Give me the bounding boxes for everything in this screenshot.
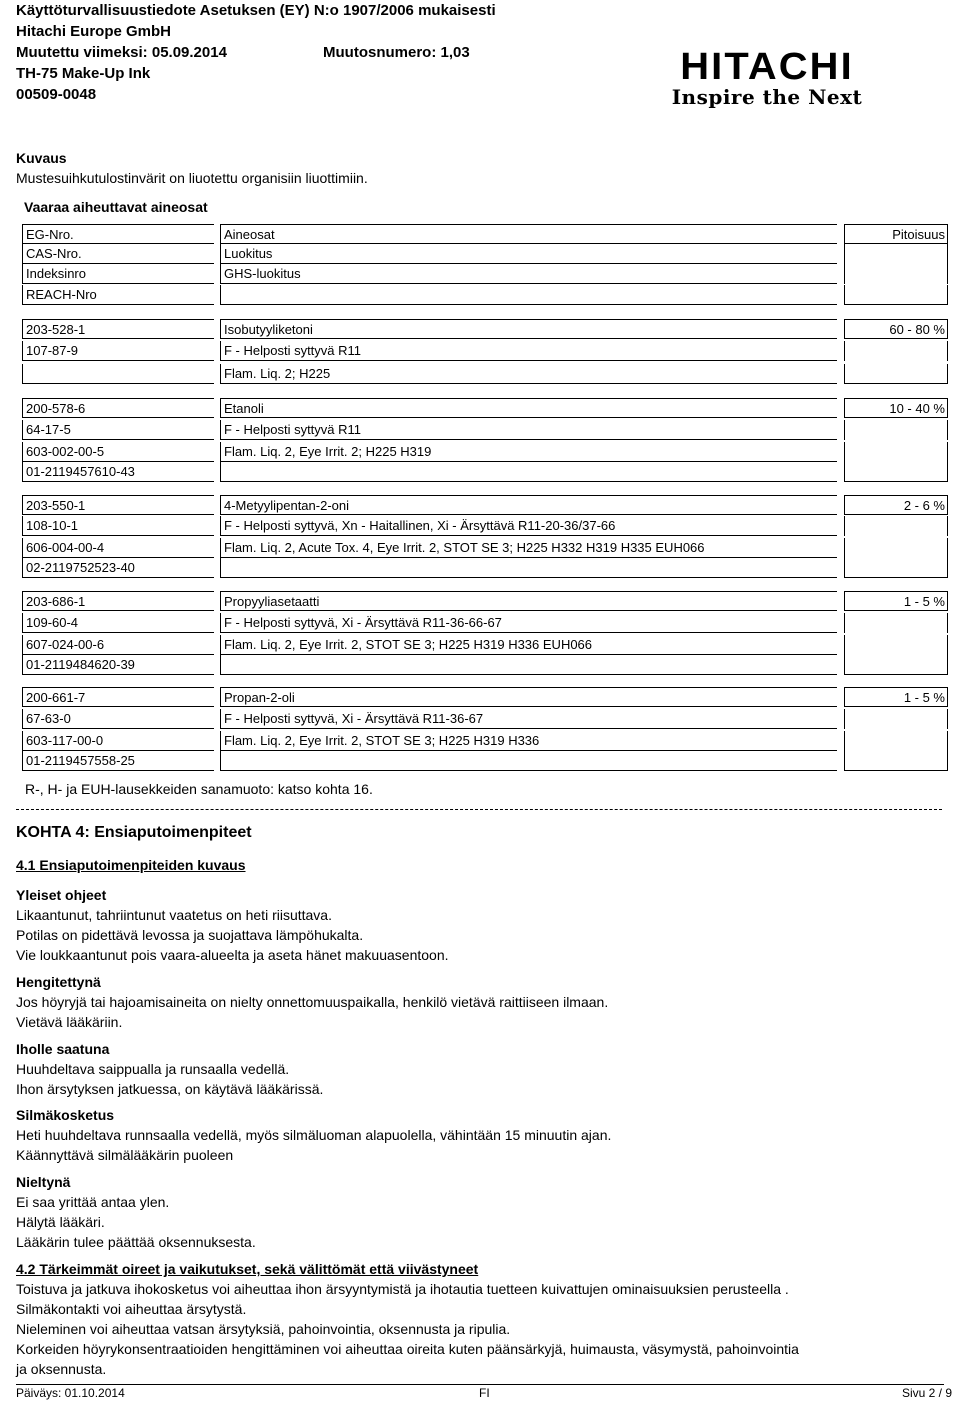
reach-number: 01-2119457558-25 bbox=[22, 751, 214, 771]
modified-date: Muutettu viimeksi: 05.09.2014 bbox=[16, 44, 227, 61]
description-text: Mustesuihkutulostinvärit on liuotettu organisiin liuottimiin. bbox=[16, 170, 368, 186]
symptoms-line: Toistuva ja jatkuva ihokosketus voi aiheuttaa ihon ärsyyntymistä ja ihotautia tuetteen kuivattujen ominaisuuksien perusteella . bbox=[16, 1281, 789, 1297]
table-row bbox=[22, 462, 948, 482]
table-header-row bbox=[22, 224, 948, 244]
classification: F - Helposti syttyvä, Xi - Ärsyttävä R11-36-67 bbox=[220, 709, 837, 729]
symptoms-line: ja oksennusta. bbox=[16, 1361, 107, 1377]
subsection-4-2-title bbox=[16, 1259, 478, 1279]
table-row bbox=[22, 442, 948, 462]
header-index-number: Indeksinro bbox=[22, 264, 214, 284]
footer-language: FI bbox=[479, 1386, 490, 1400]
footer-rule bbox=[16, 1384, 944, 1385]
reach-number: 01-2119457610-43 bbox=[22, 462, 214, 482]
table-row bbox=[22, 495, 948, 515]
logo-brand: HITACHI bbox=[680, 46, 854, 88]
table-row bbox=[22, 398, 948, 418]
footer-page-number: Sivu 2 / 9 bbox=[901, 1386, 952, 1400]
document-header bbox=[16, 0, 496, 105]
eye-contact-title: Silmäkosketus bbox=[16, 1107, 115, 1123]
header-empty bbox=[220, 285, 837, 305]
ec-number: 203-550-1 bbox=[22, 495, 214, 515]
cas-number: 64-17-5 bbox=[22, 420, 214, 440]
classification: F - Helposti syttyvä, Xi - Ärsyttävä R11-36-66-67 bbox=[220, 613, 837, 633]
concentration: 10 - 40 % bbox=[844, 398, 948, 418]
subsection-4-1-text: 4.1 Ensiaputoimenpiteiden kuvaus bbox=[16, 857, 246, 873]
section4-title: KOHTA 4: Ensiaputoimenpiteet bbox=[16, 824, 252, 841]
ghs-classification: Flam. Liq. 2, Acute Tox. 4, Eye Irrit. 2, STOT SE 3; H225 H332 H319 H335 EUH066 bbox=[220, 538, 837, 558]
table-row bbox=[22, 538, 948, 558]
table-header-row bbox=[22, 244, 948, 264]
cas-number: 107-87-9 bbox=[22, 341, 214, 361]
table-row bbox=[22, 341, 948, 361]
general-instructions-title: Yleiset ohjeet bbox=[16, 887, 107, 903]
eye-contact-line: Heti huuhdeltava runnsaalla vedellä, myös silmäluoman alapuolella, vähintään 15 minuutin ajan. bbox=[16, 1127, 612, 1143]
symptoms-line: Silmäkontakti voi aiheuttaa ärsytystä. bbox=[16, 1301, 247, 1317]
cas-number: 67-63-0 bbox=[22, 709, 214, 729]
index-number: 603-002-00-5 bbox=[22, 442, 214, 462]
table-row bbox=[22, 635, 948, 655]
hitachi-logo bbox=[662, 48, 872, 108]
table-row bbox=[22, 364, 948, 384]
header-ec-number: EG-Nro. bbox=[22, 224, 214, 244]
symptoms-line: Korkeiden höyrykonsentraatioiden hengittäminen voi aiheuttaa oireita kuten päänsärkyjä, huimausta, väsymystä, pahoinvointia bbox=[16, 1341, 799, 1357]
table-row bbox=[22, 591, 948, 611]
table-row bbox=[22, 731, 948, 751]
table-row bbox=[22, 709, 948, 729]
table-row bbox=[22, 655, 948, 675]
header-concentration-cont bbox=[844, 244, 948, 264]
index-number: 606-004-00-4 bbox=[22, 538, 214, 558]
classification: F - Helposti syttyvä, Xn - Haitallinen, Xi - Ärsyttävä R11-20-36/37-66 bbox=[220, 516, 837, 536]
header-concentration-cont bbox=[844, 285, 948, 305]
sds-regulation-title: Käyttöturvallisuustiedote Asetuksen (EY) N:o 1907/2006 mukaisesti bbox=[16, 2, 496, 19]
ghs-classification: Flam. Liq. 2, Eye Irrit. 2, STOT SE 3; H225 H319 H336 EUH066 bbox=[220, 635, 837, 655]
hazardous-components-title: Vaaraa aiheuttavat aineosat bbox=[24, 199, 208, 215]
company-name: Hitachi Europe GmbH bbox=[16, 23, 172, 40]
description-title: Kuvaus bbox=[16, 150, 67, 166]
product-code: 00509-0048 bbox=[16, 86, 97, 103]
table-row bbox=[22, 613, 948, 633]
ghs-classification: Flam. Liq. 2; H225 bbox=[220, 364, 837, 384]
cas-number: 108-10-1 bbox=[22, 516, 214, 536]
classification: F - Helposti syttyvä R11 bbox=[220, 341, 837, 361]
substance-name: Etanoli bbox=[220, 398, 837, 418]
table-row bbox=[22, 420, 948, 440]
inhalation-title: Hengitettynä bbox=[16, 974, 101, 990]
general-line: Vie loukkaantunut pois vaara-alueelta ja aseta hänet makuuasentoon. bbox=[16, 947, 449, 963]
substance-name: Propan-2-oli bbox=[220, 687, 837, 707]
subsection-4-2-text: 4.2 Tärkeimmät oireet ja vaikutukset, sekä välittömät että viivästyneet bbox=[16, 1261, 479, 1277]
table-header-row bbox=[22, 285, 948, 305]
general-line: Potilas on pidettävä levossa ja suojattava lämpöhukalta. bbox=[16, 927, 364, 943]
substance-name: Propyyliasetaatti bbox=[220, 591, 837, 611]
header-cas-number: CAS-Nro. bbox=[22, 244, 214, 264]
eye-contact-line: Käännyttävä silmälääkärin puoleen bbox=[16, 1147, 234, 1163]
index-number bbox=[22, 364, 214, 384]
header-classification: Luokitus bbox=[220, 244, 837, 264]
concentration: 1 - 5 % bbox=[844, 687, 948, 707]
ingestion-title: Nieltynä bbox=[16, 1174, 71, 1190]
header-concentration-cont bbox=[844, 264, 948, 284]
index-number: 603-117-00-0 bbox=[22, 731, 214, 751]
ingestion-line: Ei saa yrittää antaa ylen. bbox=[16, 1194, 170, 1210]
phrases-note: R-, H- ja EUH-lausekkeiden sanamuoto: katso kohta 16. bbox=[25, 781, 373, 797]
substance-name: 4-Metyylipentan-2-oni bbox=[220, 495, 837, 515]
symptoms-line: Nieleminen voi aiheuttaa vatsan ärsytyksiä, pahoinvointia, oksennusta ja ripulia. bbox=[16, 1321, 511, 1337]
header-concentration: Pitoisuus bbox=[844, 224, 948, 244]
table-row bbox=[22, 687, 948, 707]
header-reach-number: REACH-Nro bbox=[22, 285, 214, 305]
table-header-row bbox=[22, 264, 948, 284]
reach-number: 02-2119752523-40 bbox=[22, 558, 214, 578]
ingestion-line: Lääkärin tulee päättää oksennuksesta. bbox=[16, 1234, 256, 1250]
revision-number: Muutosnumero: 1,03 bbox=[323, 44, 470, 61]
skin-contact-title: Iholle saatuna bbox=[16, 1041, 110, 1057]
skin-contact-line: Huuhdeltava saippualla ja runsaalla vedellä. bbox=[16, 1061, 290, 1077]
table-row bbox=[22, 516, 948, 536]
general-line: Likaantunut, tahriintunut vaatetus on heti riisuttava. bbox=[16, 907, 332, 923]
substance-name: Isobutyyliketoni bbox=[220, 319, 837, 339]
section-divider bbox=[16, 809, 942, 810]
classification: F - Helposti syttyvä R11 bbox=[220, 420, 837, 440]
concentration: 2 - 6 % bbox=[844, 495, 948, 515]
table-row bbox=[22, 558, 948, 578]
ghs-classification: Flam. Liq. 2, Eye Irrit. 2; H225 H319 bbox=[220, 442, 837, 462]
footer-date: Päiväys: 01.10.2014 bbox=[16, 1386, 125, 1400]
header-ghs-classification: GHS-luokitus bbox=[220, 264, 837, 284]
ingestion-line: Hälytä lääkäri. bbox=[16, 1214, 105, 1230]
reach-number: 01-2119484620-39 bbox=[22, 655, 214, 675]
product-name: TH-75 Make-Up Ink bbox=[16, 65, 151, 82]
ec-number: 203-528-1 bbox=[22, 319, 214, 339]
logo-tagline: Inspire the Next bbox=[671, 85, 863, 109]
table-row bbox=[22, 319, 948, 339]
table-row bbox=[22, 751, 948, 771]
ghs-classification: Flam. Liq. 2, Eye Irrit. 2, STOT SE 3; H225 H319 H336 bbox=[220, 731, 837, 751]
index-number: 607-024-00-6 bbox=[22, 635, 214, 655]
ec-number: 200-661-7 bbox=[22, 687, 214, 707]
inhalation-line: Jos höyryjä tai hajoamisaineita on nielty onnettomuuspaikalla, henkilö vietävä raittiiseen ilmaan. bbox=[16, 994, 609, 1010]
subsection-4-1-title bbox=[16, 855, 246, 875]
skin-contact-line: Ihon ärsytyksen jatkuessa, on käytävä lääkärissä. bbox=[16, 1081, 324, 1097]
ec-number: 203-686-1 bbox=[22, 591, 214, 611]
concentration: 60 - 80 % bbox=[844, 319, 948, 339]
header-component: Aineosat bbox=[220, 224, 837, 244]
concentration: 1 - 5 % bbox=[844, 591, 948, 611]
ec-number: 200-578-6 bbox=[22, 398, 214, 418]
inhalation-line: Vietävä lääkäriin. bbox=[16, 1014, 123, 1030]
cas-number: 109-60-4 bbox=[22, 613, 214, 633]
